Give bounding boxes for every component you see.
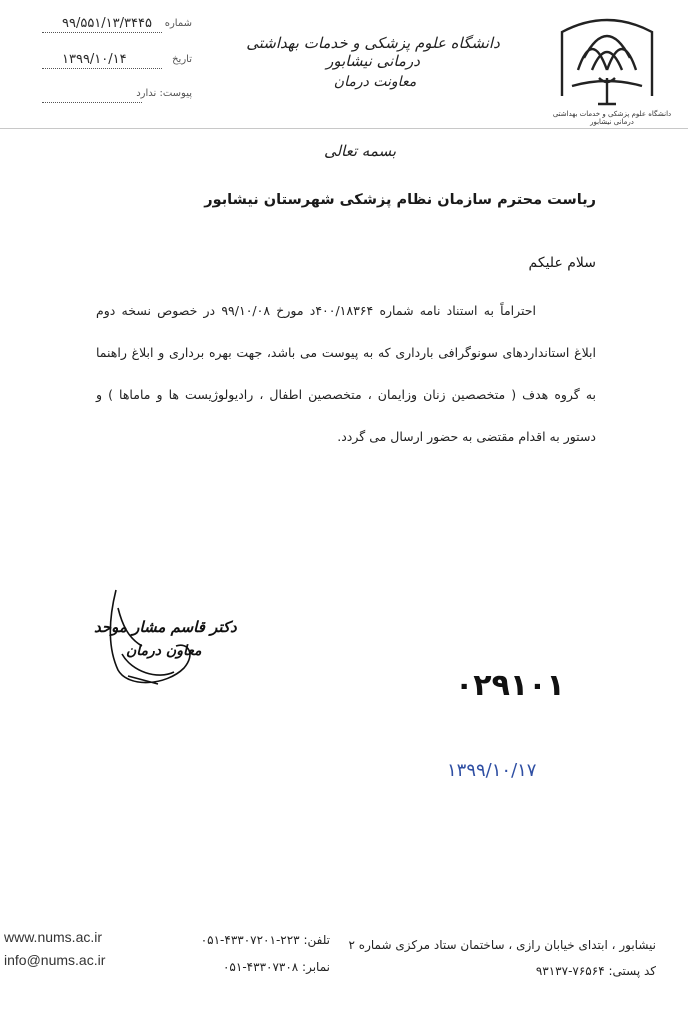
signatory-name: دکتر قاسم مشار موحد bbox=[94, 618, 237, 636]
footer-email: info@nums.ac.ir bbox=[4, 952, 106, 968]
university-name: دانشگاه علوم پزشکی و خدمات بهداشتی درمانی نیشابور bbox=[246, 34, 500, 70]
letter-body-paragraph: احتراماً به استناد نامه شماره ۴۰۰/۱۸۳۶۴د مورخ ۹۹/۱۰/۰۸ در خصوص نسخه دوم ابلاغ استانداردهای سونوگرافی بارداری که به پیوست می باشد، جهت بهره برداری و ابلاغ راهنما به گروه هدف ( متخصصین زنان وزایمان ، متخصصین اطفال ، رادیولوژیست ها و ماماها ) و دستور به اقدام مقتضی به حضور ارسال می گردد. bbox=[96, 303, 596, 444]
letter-date-field bbox=[42, 54, 192, 72]
basmala: بسمه تعالی bbox=[323, 142, 397, 160]
signatory-title: معاون درمان bbox=[126, 643, 202, 659]
footer-address: نیشابور ، ابتدای خیابان رازی ، ساختمان ستاد مرکزی شماره ۲ bbox=[348, 938, 656, 952]
letter-attachment-label: پیوست: ندارد bbox=[136, 88, 192, 99]
letter-number: ۹۹/۵۵۱/۱۳/۳۴۴۵ bbox=[62, 16, 152, 31]
footer-phone: تلفن: ۲۲۳-۴۳۳۰۷۲۰۱-۰۵۱ bbox=[200, 933, 330, 947]
addressee: ریاست محترم سازمان نظام پزشکی شهرستان نیشابور bbox=[204, 192, 596, 208]
signature-scribble bbox=[88, 584, 208, 694]
logo-caption: دانشگاه علوم پزشکی و خدمات بهداشتی درمانی نیشابور bbox=[552, 110, 672, 126]
letter-number-label: شماره bbox=[164, 18, 192, 29]
letter-body bbox=[96, 290, 596, 458]
receipt-stamp-date: ۱۳۹۹/۱۰/۱۷ bbox=[447, 760, 537, 781]
greeting: سلام علیکم bbox=[528, 255, 596, 271]
letter-number-field bbox=[42, 18, 192, 36]
footer-fax: نمابر: ۴۳۳۰۷۳۰۸-۰۵۱ bbox=[222, 960, 330, 974]
footer-website: www.nums.ac.ir bbox=[4, 929, 103, 945]
university-logo bbox=[552, 18, 662, 108]
letter-attachment-field bbox=[42, 88, 192, 106]
header-divider bbox=[0, 128, 688, 129]
letter-date: ۱۳۹۹/۱۰/۱۴ bbox=[62, 52, 127, 67]
receipt-stamp-number: ۰۲۹۱۰۱ bbox=[455, 668, 565, 703]
footer-postal-code: کد پستی: ۷۶۵۶۴-۹۳۱۳۷ bbox=[535, 964, 656, 978]
department-name: معاونت درمان bbox=[333, 74, 417, 90]
letter-date-label: تاریخ bbox=[172, 54, 192, 65]
